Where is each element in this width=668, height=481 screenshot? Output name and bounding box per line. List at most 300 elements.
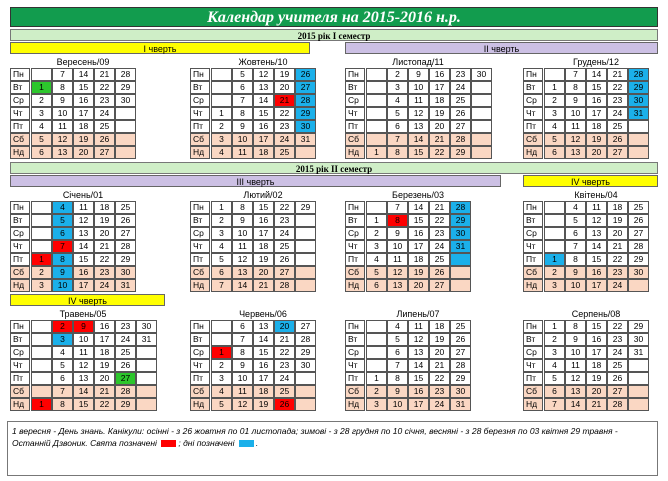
day-label: Сб bbox=[345, 133, 365, 146]
day-cell bbox=[471, 94, 492, 107]
day-cell bbox=[211, 68, 232, 81]
day-cell: 27 bbox=[115, 227, 136, 240]
day-cell bbox=[544, 68, 565, 81]
day-cell: 29 bbox=[628, 81, 649, 94]
day-label: Пн bbox=[190, 68, 210, 81]
day-cell: 21 bbox=[429, 359, 450, 372]
day-label: Ср bbox=[345, 346, 365, 359]
day-cell: 25 bbox=[450, 320, 471, 333]
day-cell: 1 bbox=[211, 201, 232, 214]
month-name: Березень/03 bbox=[392, 190, 444, 200]
month-grid bbox=[10, 201, 156, 292]
day-cell: 11 bbox=[408, 94, 429, 107]
day-cell: 8 bbox=[565, 253, 586, 266]
day-cell: 29 bbox=[295, 107, 316, 120]
day-cell bbox=[211, 81, 232, 94]
month-grid bbox=[345, 320, 491, 411]
day-label: Чт bbox=[10, 359, 30, 372]
day-cell bbox=[450, 253, 471, 266]
day-cell: 31 bbox=[628, 107, 649, 120]
day-cell: 5 bbox=[387, 333, 408, 346]
day-label: Ср bbox=[523, 94, 543, 107]
day-cell bbox=[544, 214, 565, 227]
day-cell: 6 bbox=[52, 227, 73, 240]
day-cell: 30 bbox=[628, 266, 649, 279]
day-cell: 2 bbox=[211, 120, 232, 133]
day-label: Сб bbox=[523, 266, 543, 279]
day-cell: 28 bbox=[450, 133, 471, 146]
day-cell: 26 bbox=[607, 133, 628, 146]
day-cell: 25 bbox=[607, 120, 628, 133]
day-cell: 17 bbox=[586, 279, 607, 292]
day-cell: 25 bbox=[450, 94, 471, 107]
day-cell: 24 bbox=[115, 333, 136, 346]
day-cell bbox=[31, 68, 52, 81]
day-cell: 9 bbox=[232, 214, 253, 227]
day-cell bbox=[31, 214, 52, 227]
day-cell: 3 bbox=[31, 107, 52, 120]
month-name: Червень/06 bbox=[239, 309, 287, 319]
day-cell: 6 bbox=[387, 120, 408, 133]
day-cell: 8 bbox=[232, 107, 253, 120]
day-cell: 24 bbox=[450, 81, 471, 94]
day-cell: 16 bbox=[94, 320, 115, 333]
day-cell bbox=[628, 120, 649, 133]
day-cell: 16 bbox=[586, 333, 607, 346]
day-cell: 18 bbox=[253, 146, 274, 159]
day-label: Вт bbox=[345, 333, 365, 346]
vacation-swatch bbox=[239, 440, 254, 447]
day-cell bbox=[295, 372, 316, 385]
day-cell bbox=[366, 120, 387, 133]
day-cell: 7 bbox=[52, 68, 73, 81]
day-cell: 9 bbox=[232, 359, 253, 372]
day-label: Ср bbox=[190, 94, 210, 107]
month-name: Вересень/09 bbox=[56, 57, 110, 67]
day-cell: 7 bbox=[52, 240, 73, 253]
day-cell: 24 bbox=[94, 279, 115, 292]
day-cell: 19 bbox=[429, 107, 450, 120]
day-cell: 7 bbox=[387, 201, 408, 214]
day-cell bbox=[211, 320, 232, 333]
day-cell: 11 bbox=[565, 359, 586, 372]
day-cell: 1 bbox=[366, 214, 387, 227]
day-label: Вт bbox=[190, 214, 210, 227]
day-cell: 4 bbox=[211, 385, 232, 398]
day-label: Ср bbox=[10, 346, 30, 359]
day-cell: 22 bbox=[274, 201, 295, 214]
day-cell: 20 bbox=[408, 279, 429, 292]
day-cell: 25 bbox=[115, 201, 136, 214]
day-cell: 17 bbox=[94, 333, 115, 346]
day-cell: 28 bbox=[115, 385, 136, 398]
day-cell: 2 bbox=[544, 266, 565, 279]
day-cell bbox=[366, 68, 387, 81]
day-cell: 19 bbox=[408, 266, 429, 279]
day-cell: 26 bbox=[628, 214, 649, 227]
day-cell: 8 bbox=[565, 320, 586, 333]
day-label: Сб bbox=[10, 133, 30, 146]
day-cell: 14 bbox=[253, 333, 274, 346]
day-label: Пн bbox=[345, 320, 365, 333]
day-label: Ср bbox=[10, 94, 30, 107]
day-cell: 30 bbox=[115, 94, 136, 107]
day-label: Вт bbox=[190, 333, 210, 346]
day-cell: 6 bbox=[544, 385, 565, 398]
day-cell: 24 bbox=[274, 133, 295, 146]
day-label: Нд bbox=[345, 146, 365, 159]
day-cell: 30 bbox=[450, 385, 471, 398]
day-cell: 23 bbox=[94, 94, 115, 107]
day-cell: 29 bbox=[450, 372, 471, 385]
day-label: Нд bbox=[10, 146, 30, 159]
day-label: Сб bbox=[345, 385, 365, 398]
day-cell bbox=[295, 398, 316, 411]
day-cell: 22 bbox=[429, 146, 450, 159]
day-cell: 30 bbox=[136, 320, 157, 333]
day-label: Сб bbox=[523, 385, 543, 398]
day-cell bbox=[295, 385, 316, 398]
day-label: Вт bbox=[523, 81, 543, 94]
day-cell: 22 bbox=[429, 372, 450, 385]
day-cell: 21 bbox=[274, 94, 295, 107]
day-label: Пн bbox=[190, 320, 210, 333]
month-grid bbox=[10, 320, 156, 411]
day-label: Чт bbox=[190, 107, 210, 120]
day-cell: 27 bbox=[429, 279, 450, 292]
day-cell: 20 bbox=[274, 81, 295, 94]
day-cell: 20 bbox=[607, 227, 628, 240]
day-cell: 14 bbox=[253, 94, 274, 107]
day-cell: 3 bbox=[387, 81, 408, 94]
day-cell: 4 bbox=[366, 253, 387, 266]
day-cell bbox=[115, 120, 136, 133]
day-cell: 4 bbox=[211, 146, 232, 159]
day-cell: 2 bbox=[211, 359, 232, 372]
day-cell: 19 bbox=[586, 372, 607, 385]
day-cell bbox=[295, 266, 316, 279]
day-label: Вт bbox=[523, 214, 543, 227]
day-cell: 21 bbox=[607, 240, 628, 253]
day-cell: 18 bbox=[253, 240, 274, 253]
day-cell bbox=[628, 279, 649, 292]
day-cell: 30 bbox=[295, 120, 316, 133]
day-cell: 12 bbox=[73, 214, 94, 227]
day-cell: 25 bbox=[94, 120, 115, 133]
day-cell: 12 bbox=[586, 214, 607, 227]
day-cell: 21 bbox=[94, 385, 115, 398]
month-name: Квітень/04 bbox=[574, 190, 618, 200]
day-label: Вт bbox=[190, 81, 210, 94]
day-label: Вт bbox=[345, 81, 365, 94]
day-cell: 6 bbox=[211, 266, 232, 279]
day-cell: 9 bbox=[387, 385, 408, 398]
day-cell: 23 bbox=[94, 266, 115, 279]
day-cell: 12 bbox=[232, 398, 253, 411]
day-cell: 11 bbox=[565, 120, 586, 133]
day-cell: 26 bbox=[274, 253, 295, 266]
day-cell: 19 bbox=[94, 214, 115, 227]
day-cell: 12 bbox=[253, 68, 274, 81]
quarter-2-label: ІІ чверть bbox=[345, 42, 658, 54]
day-cell: 10 bbox=[565, 346, 586, 359]
day-label: Нд bbox=[345, 279, 365, 292]
day-label: Пн bbox=[10, 201, 30, 214]
day-cell: 22 bbox=[607, 81, 628, 94]
day-cell: 5 bbox=[565, 214, 586, 227]
day-cell bbox=[450, 279, 471, 292]
day-cell: 3 bbox=[211, 227, 232, 240]
day-label: Сб bbox=[345, 266, 365, 279]
day-cell: 21 bbox=[429, 201, 450, 214]
day-cell: 8 bbox=[565, 81, 586, 94]
day-cell: 23 bbox=[274, 359, 295, 372]
day-cell: 18 bbox=[73, 120, 94, 133]
day-cell: 22 bbox=[429, 214, 450, 227]
day-cell: 16 bbox=[253, 359, 274, 372]
day-cell: 14 bbox=[408, 201, 429, 214]
day-cell: 5 bbox=[211, 398, 232, 411]
day-cell: 4 bbox=[387, 94, 408, 107]
day-cell bbox=[544, 240, 565, 253]
day-label: Пт bbox=[523, 253, 543, 266]
day-cell: 29 bbox=[450, 214, 471, 227]
day-cell: 28 bbox=[295, 333, 316, 346]
month-11 bbox=[345, 308, 491, 411]
day-cell: 8 bbox=[52, 81, 73, 94]
day-cell: 1 bbox=[366, 146, 387, 159]
day-cell bbox=[471, 133, 492, 146]
day-cell: 27 bbox=[274, 266, 295, 279]
day-cell: 7 bbox=[565, 68, 586, 81]
day-cell: 6 bbox=[31, 146, 52, 159]
day-cell bbox=[295, 279, 316, 292]
day-cell: 25 bbox=[115, 346, 136, 359]
day-label: Чт bbox=[10, 107, 30, 120]
day-cell: 16 bbox=[253, 120, 274, 133]
day-cell: 26 bbox=[429, 266, 450, 279]
day-cell: 7 bbox=[544, 398, 565, 411]
day-cell bbox=[136, 359, 157, 372]
day-cell: 12 bbox=[73, 359, 94, 372]
day-cell: 20 bbox=[274, 320, 295, 333]
day-cell: 26 bbox=[115, 214, 136, 227]
day-cell: 31 bbox=[136, 333, 157, 346]
day-cell: 24 bbox=[429, 240, 450, 253]
day-label: Вт bbox=[345, 214, 365, 227]
day-cell: 4 bbox=[544, 120, 565, 133]
day-cell: 30 bbox=[628, 94, 649, 107]
day-cell: 23 bbox=[274, 214, 295, 227]
day-cell bbox=[471, 81, 492, 94]
day-cell: 17 bbox=[253, 133, 274, 146]
day-cell: 3 bbox=[211, 372, 232, 385]
day-cell bbox=[366, 107, 387, 120]
day-cell: 20 bbox=[586, 385, 607, 398]
month-name: Січень/01 bbox=[62, 190, 104, 200]
day-cell: 4 bbox=[544, 359, 565, 372]
day-label: Нд bbox=[523, 146, 543, 159]
day-label: Пт bbox=[190, 372, 210, 385]
day-cell: 18 bbox=[607, 201, 628, 214]
day-cell: 2 bbox=[366, 227, 387, 240]
day-cell: 28 bbox=[274, 279, 295, 292]
day-cell: 26 bbox=[274, 398, 295, 411]
day-cell: 2 bbox=[211, 214, 232, 227]
day-cell bbox=[366, 333, 387, 346]
day-cell bbox=[366, 94, 387, 107]
day-cell: 15 bbox=[586, 320, 607, 333]
day-cell bbox=[31, 333, 52, 346]
day-cell bbox=[366, 359, 387, 372]
day-cell: 15 bbox=[253, 201, 274, 214]
day-cell: 8 bbox=[232, 346, 253, 359]
day-cell: 17 bbox=[586, 346, 607, 359]
day-cell: 9 bbox=[565, 94, 586, 107]
day-cell: 2 bbox=[31, 94, 52, 107]
day-cell: 11 bbox=[73, 346, 94, 359]
day-cell: 20 bbox=[94, 227, 115, 240]
day-cell: 29 bbox=[115, 398, 136, 411]
day-label: Нд bbox=[10, 398, 30, 411]
day-cell: 18 bbox=[94, 346, 115, 359]
day-cell: 16 bbox=[73, 94, 94, 107]
day-label: Ср bbox=[345, 227, 365, 240]
day-cell: 22 bbox=[274, 107, 295, 120]
day-cell: 13 bbox=[253, 81, 274, 94]
day-cell bbox=[450, 266, 471, 279]
day-cell: 1 bbox=[544, 81, 565, 94]
day-cell: 6 bbox=[232, 81, 253, 94]
day-cell: 9 bbox=[408, 68, 429, 81]
day-label: Чт bbox=[523, 240, 543, 253]
day-cell: 2 bbox=[52, 320, 73, 333]
month-2 bbox=[190, 56, 336, 159]
day-cell: 18 bbox=[253, 385, 274, 398]
day-cell: 26 bbox=[607, 372, 628, 385]
day-cell: 18 bbox=[408, 253, 429, 266]
page-title: Календар учителя на 2015-2016 н.р. bbox=[10, 7, 658, 27]
day-cell: 29 bbox=[450, 146, 471, 159]
day-cell: 20 bbox=[429, 120, 450, 133]
day-cell: 22 bbox=[94, 398, 115, 411]
day-cell: 19 bbox=[429, 333, 450, 346]
day-cell: 19 bbox=[274, 68, 295, 81]
month-9 bbox=[10, 308, 156, 411]
day-cell: 4 bbox=[387, 320, 408, 333]
day-cell: 6 bbox=[366, 279, 387, 292]
day-cell bbox=[136, 385, 157, 398]
day-cell: 4 bbox=[52, 201, 73, 214]
day-label: Ср bbox=[523, 346, 543, 359]
day-cell: 9 bbox=[232, 120, 253, 133]
day-cell bbox=[471, 107, 492, 120]
day-cell: 31 bbox=[295, 133, 316, 146]
day-cell: 11 bbox=[232, 146, 253, 159]
holiday-swatch bbox=[161, 440, 176, 447]
day-cell: 11 bbox=[387, 253, 408, 266]
day-cell: 21 bbox=[429, 133, 450, 146]
day-cell: 13 bbox=[565, 146, 586, 159]
day-cell: 27 bbox=[450, 120, 471, 133]
semester-2-header: 2015 рік ІІ семестр bbox=[10, 162, 658, 174]
day-cell: 30 bbox=[628, 333, 649, 346]
day-cell bbox=[366, 201, 387, 214]
day-cell: 21 bbox=[94, 68, 115, 81]
day-cell: 20 bbox=[253, 266, 274, 279]
day-label: Чт bbox=[345, 240, 365, 253]
day-label: Пт bbox=[190, 120, 210, 133]
day-cell: 1 bbox=[544, 253, 565, 266]
day-cell bbox=[211, 333, 232, 346]
month-name: Листопад/11 bbox=[392, 57, 444, 67]
day-cell: 2 bbox=[366, 385, 387, 398]
day-cell: 13 bbox=[565, 385, 586, 398]
day-label: Вт bbox=[10, 81, 30, 94]
day-cell: 23 bbox=[274, 120, 295, 133]
day-cell bbox=[136, 346, 157, 359]
day-cell bbox=[628, 359, 649, 372]
day-cell: 3 bbox=[544, 107, 565, 120]
day-label: Чт bbox=[523, 107, 543, 120]
note-separator: ; bbox=[178, 438, 181, 448]
day-cell: 12 bbox=[232, 253, 253, 266]
day-cell: 1 bbox=[31, 81, 52, 94]
day-cell: 2 bbox=[544, 333, 565, 346]
day-cell: 17 bbox=[73, 107, 94, 120]
note-end: . bbox=[255, 438, 259, 448]
month-name: Лютий/02 bbox=[243, 190, 283, 200]
day-cell: 1 bbox=[31, 253, 52, 266]
day-label: Ср bbox=[190, 227, 210, 240]
day-cell: 9 bbox=[52, 94, 73, 107]
day-cell: 29 bbox=[628, 320, 649, 333]
day-cell: 28 bbox=[628, 240, 649, 253]
day-label: Нд bbox=[190, 398, 210, 411]
day-cell: 20 bbox=[94, 372, 115, 385]
day-label: Пт bbox=[10, 372, 30, 385]
day-cell: 13 bbox=[73, 227, 94, 240]
day-label: Вт bbox=[523, 333, 543, 346]
day-cell: 2 bbox=[387, 68, 408, 81]
day-label: Вт bbox=[10, 214, 30, 227]
day-cell: 1 bbox=[544, 320, 565, 333]
day-cell bbox=[115, 146, 136, 159]
day-cell: 14 bbox=[232, 279, 253, 292]
day-label: Ср bbox=[10, 227, 30, 240]
day-cell: 8 bbox=[387, 146, 408, 159]
quarter-3-label: ІІІ чверть bbox=[10, 175, 501, 187]
day-cell: 31 bbox=[115, 279, 136, 292]
day-cell: 9 bbox=[565, 266, 586, 279]
day-cell: 1 bbox=[366, 372, 387, 385]
day-cell: 14 bbox=[73, 68, 94, 81]
day-cell bbox=[628, 372, 649, 385]
day-cell: 15 bbox=[408, 372, 429, 385]
day-label: Нд bbox=[190, 279, 210, 292]
day-cell: 26 bbox=[115, 359, 136, 372]
day-cell: 12 bbox=[565, 133, 586, 146]
day-cell: 4 bbox=[52, 346, 73, 359]
day-cell: 19 bbox=[253, 398, 274, 411]
day-cell bbox=[471, 146, 492, 159]
day-cell: 29 bbox=[628, 253, 649, 266]
day-cell: 19 bbox=[94, 359, 115, 372]
day-cell: 30 bbox=[115, 266, 136, 279]
day-cell: 1 bbox=[211, 107, 232, 120]
day-cell: 24 bbox=[274, 227, 295, 240]
day-label: Ср bbox=[523, 227, 543, 240]
